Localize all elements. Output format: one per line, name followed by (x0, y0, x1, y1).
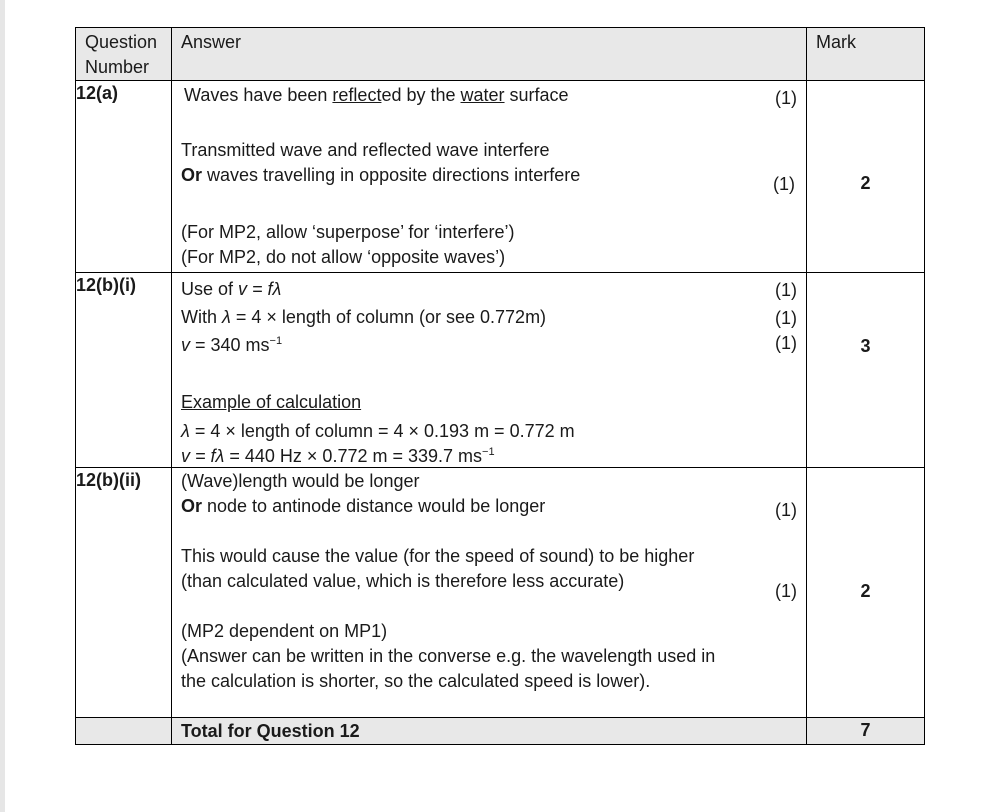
mark-scheme-table (75, 27, 925, 745)
answer-line: Waves have been reflected by the water surface (184, 85, 569, 105)
mark-point: (1) (775, 500, 797, 520)
header-question-text: Question (85, 32, 158, 52)
question-row-12a (76, 81, 925, 273)
question-number: 12(b)(i) (76, 273, 172, 468)
left-margin-bar (0, 0, 5, 812)
mark-point: (1) (775, 333, 797, 353)
answer-line: Use of v = fλ (181, 279, 282, 299)
mark-cell (807, 81, 925, 273)
calculation-line: λ = 4 × length of column = 4 × 0.193 m = 0.772 m (181, 421, 575, 441)
header-row (76, 28, 925, 81)
answer-line: Or waves travelling in opposite directions interfere (181, 165, 581, 185)
answer-note: (For MP2, allow ‘superpose’ for ‘interfere’) (181, 222, 515, 242)
question-number: 12(b)(ii) (76, 468, 172, 718)
answer-note: (MP2 dependent on MP1) (181, 621, 388, 641)
answer-note: the calculation is shorter, so the calculated speed is lower). (181, 671, 651, 691)
answer-line: (Wave)length would be longer (181, 471, 420, 491)
mark-point: (1) (775, 280, 797, 300)
question-number: 12(a) (76, 81, 172, 273)
total-mark: 7 (807, 718, 925, 745)
answer-cell (172, 81, 807, 273)
header-answer: Answer (172, 28, 807, 81)
answer-line: Or node to antinode distance would be longer (181, 496, 546, 516)
question-row-12bi (76, 273, 925, 468)
total-label: Total for Question 12 (172, 718, 807, 745)
answer-line: With λ = 4 × length of column (or see 0.772m) (181, 307, 547, 327)
answer-cell (172, 273, 807, 468)
mark-point: (1) (773, 174, 795, 194)
answer-line: v = 340 $ms^{-1}$ (181, 335, 283, 355)
header-question-number (76, 28, 172, 81)
total-marks: 3 (860, 336, 871, 356)
total-row (76, 718, 925, 745)
answer-note: (Answer can be written in the converse e.g. the wavelength used in (181, 646, 716, 666)
calculation-line: v = fλ = 440 Hz × 0.772 m = 339.7 $ms^{-1}$ (181, 446, 495, 466)
answer-line: (than calculated value, which is therefore less accurate) (181, 571, 625, 591)
answer-line: Transmitted wave and reflected wave interfere (181, 140, 550, 160)
answer-note: (For MP2, do not allow ‘opposite waves’) (181, 247, 506, 267)
mark-point: (1) (775, 88, 797, 108)
total-marks: 2 (860, 581, 871, 601)
mark-cell (807, 468, 925, 718)
answer-line: This would cause the value (for the speed of sound) to be higher (181, 546, 695, 566)
total-marks: 2 (860, 173, 871, 193)
header-number-text: Number (85, 57, 150, 77)
answer-cell (172, 468, 807, 718)
mark-cell (807, 273, 925, 468)
mark-point: (1) (775, 581, 797, 601)
example-heading: Example of calculation (181, 392, 362, 412)
mark-point: (1) (775, 308, 797, 328)
question-row-12bii (76, 468, 925, 718)
header-mark: Mark (807, 28, 925, 81)
total-empty-cell (76, 718, 172, 745)
